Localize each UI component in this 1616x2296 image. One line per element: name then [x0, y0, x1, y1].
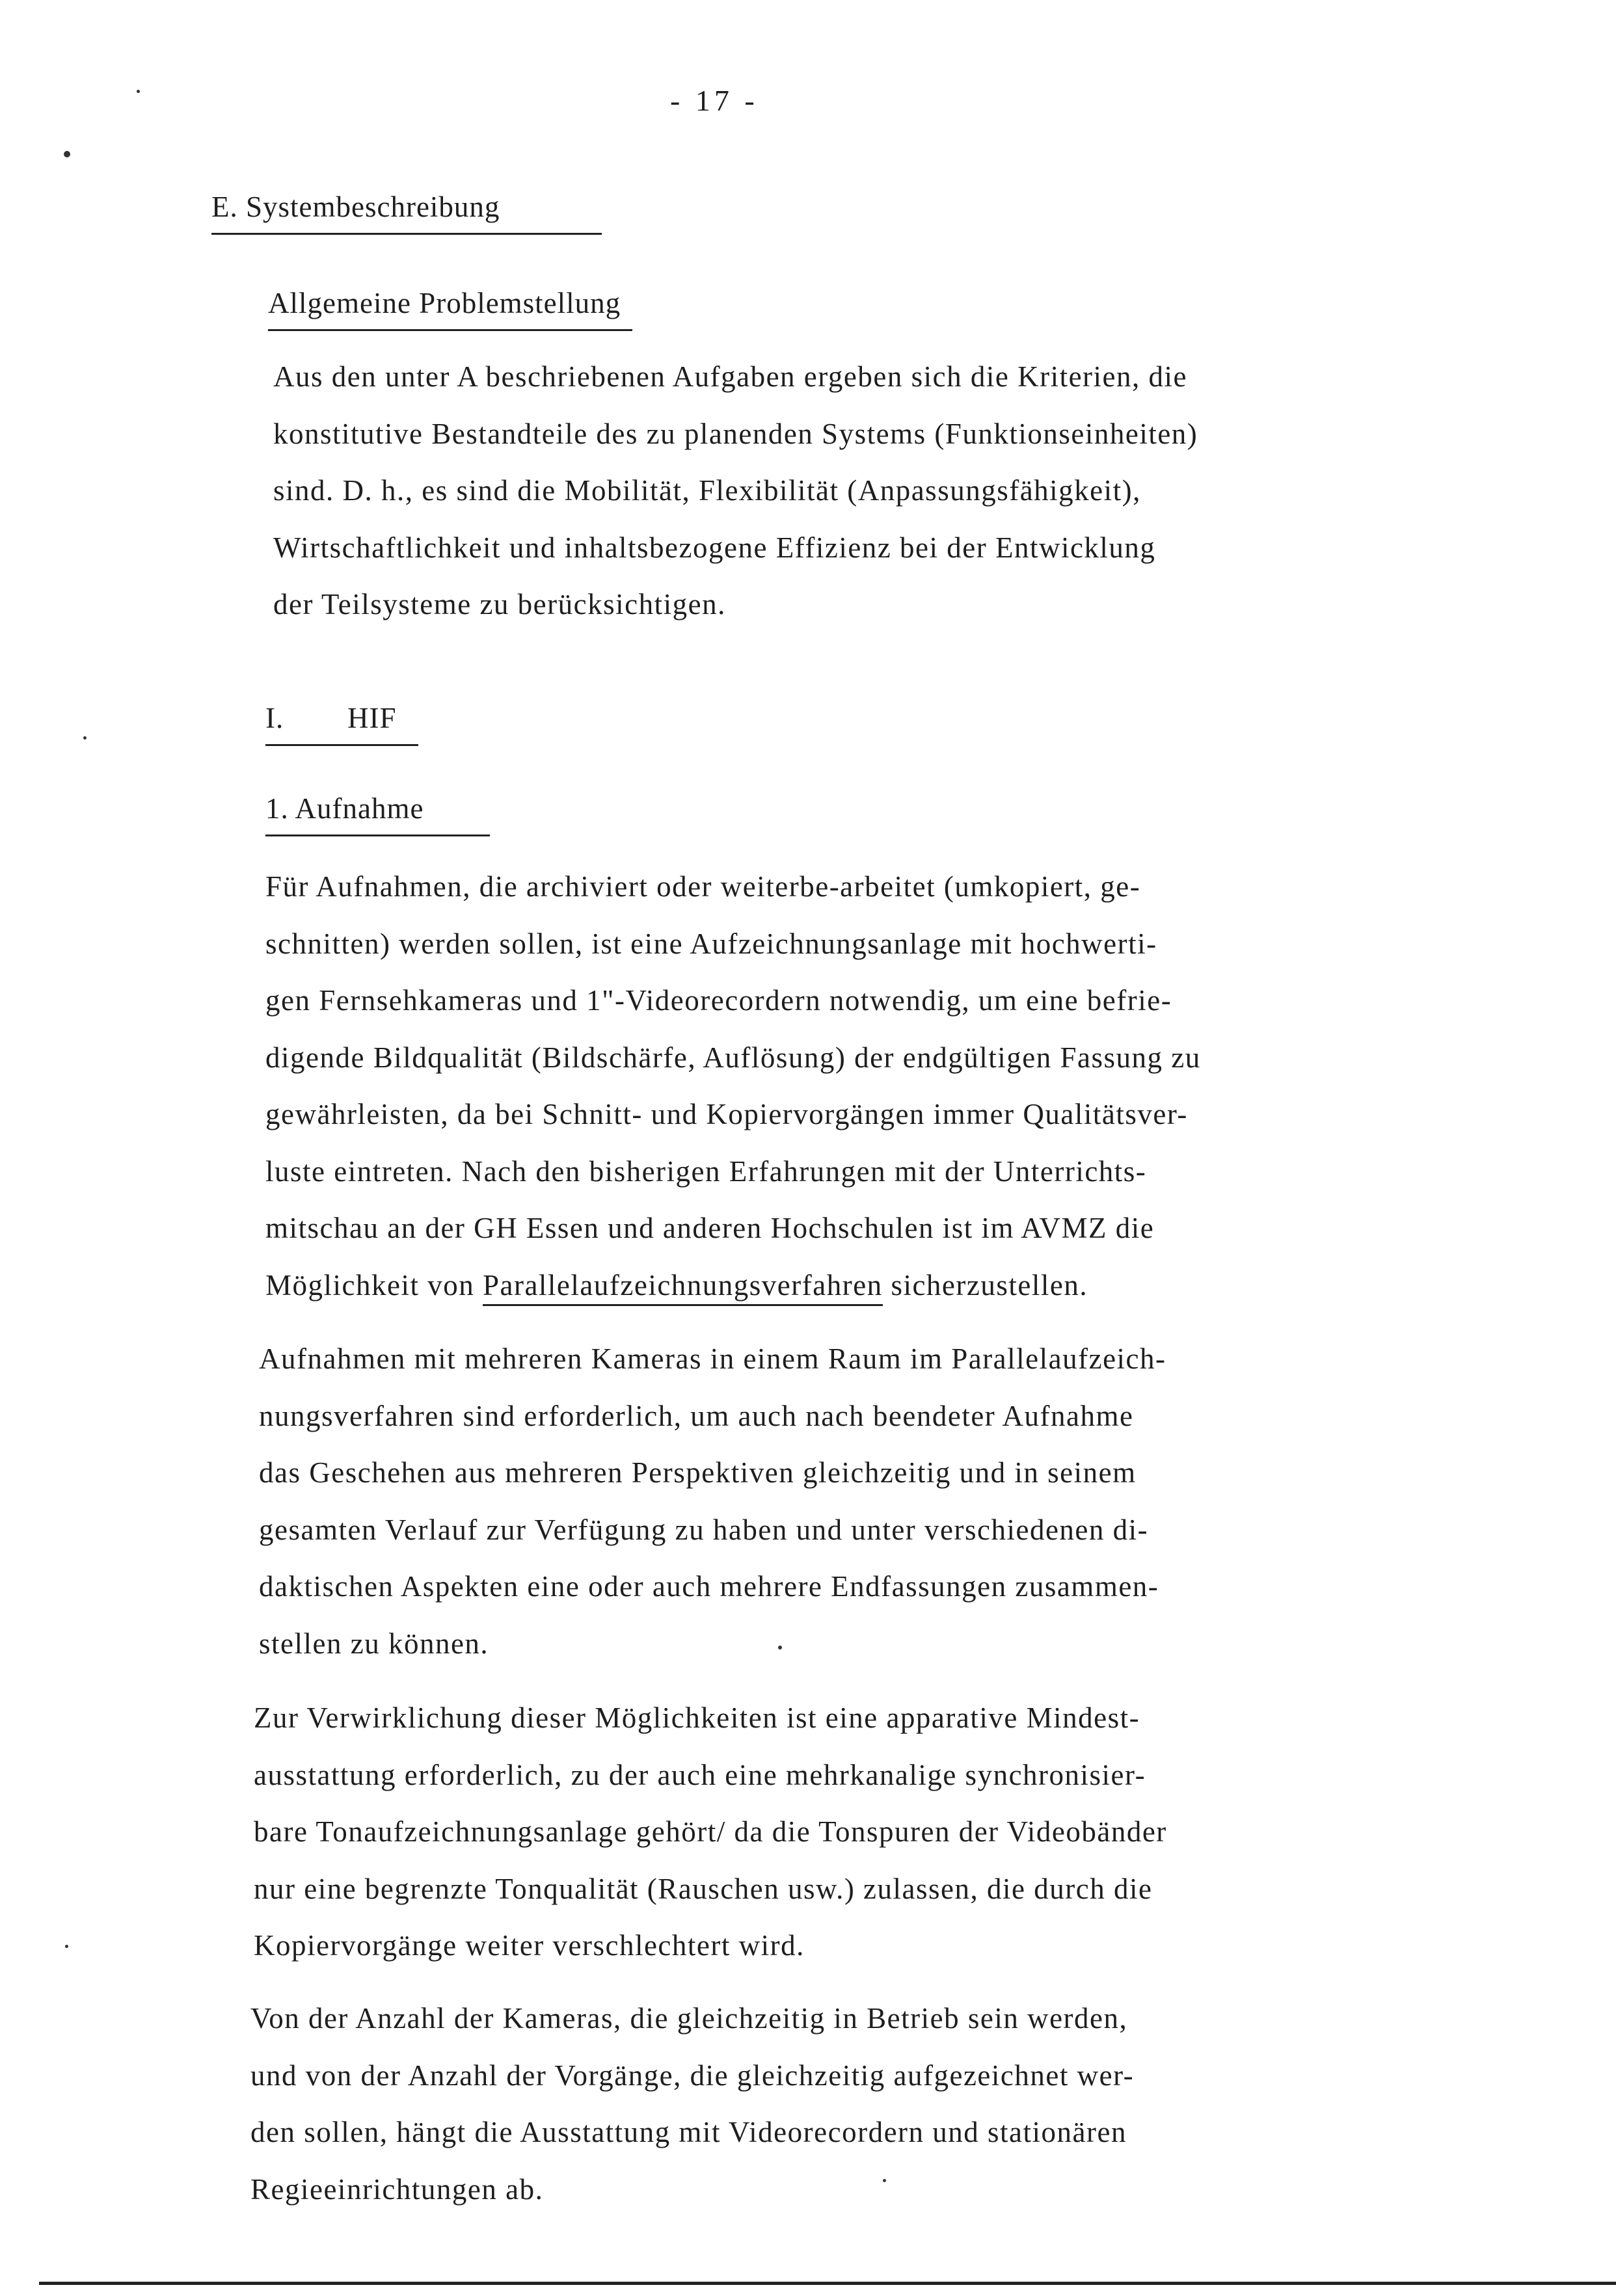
text-line: das Geschehen aus mehreren Perspektiven gleichzeitig und in seinem [259, 1456, 1137, 1489]
text-line-last [265, 1257, 1201, 1315]
text-line: Kopiervorgänge weiter verschlechtert wird. [254, 1929, 805, 1962]
scan-speck [65, 1945, 68, 1948]
text-line: daktischen Aspekten eine oder auch mehrere Endfassungen zusammen- [259, 1570, 1159, 1603]
text-line: und von der Anzahl der Vorgänge, die gleichzeitig aufgezeichnet wer- [250, 2059, 1135, 2092]
text-line: luste eintreten. Nach den bisherigen Erfahrungen mit der Unterrichts- [265, 1155, 1147, 1188]
text-line: gen Fernsehkameras und 1"-Videorecordern notwendig, um eine befrie- [265, 984, 1172, 1017]
paragraph-problem [273, 349, 1198, 634]
bottom-rule [39, 2282, 1616, 2285]
page-number: - 17 - [670, 84, 759, 117]
text-line: stellen zu können. [259, 1627, 489, 1660]
paragraph-aufnahme-1 [265, 859, 1201, 1314]
paragraph-aufnahme-3 [254, 1690, 1167, 1975]
text-line: Aus den unter A beschriebenen Aufgaben ergeben sich die Kriterien, die [273, 360, 1187, 393]
hif-title: HIF [347, 702, 397, 734]
scan-speck [64, 151, 70, 157]
text-line: nungsverfahren sind erforderlich, um auch nach beendeter Aufnahme [259, 1399, 1134, 1432]
text-line: Zur Verwirklichung dieser Möglichkeiten ist eine apparative Mindest- [254, 1702, 1140, 1734]
scan-speck [883, 2179, 886, 2182]
scan-speck [778, 1646, 782, 1649]
text-line: den sollen, hängt die Ausstattung mit Videorecordern und stationären [250, 2116, 1127, 2148]
text-line: mitschau an der GH Essen und anderen Hochschulen ist im AVMZ die [265, 1212, 1155, 1244]
text-after-term: sicherzustellen. [882, 1268, 1088, 1302]
text-line: gewährleisten, da bei Schnitt- und Kopiervorgängen immer Qualitätsver- [265, 1098, 1188, 1130]
section-heading-e: E. Systembeschreibung [211, 190, 602, 235]
text-line: bare Tonaufzeichnungsanlage gehört/ da die Tonspuren der Videobänder [254, 1815, 1167, 1848]
text-line: nur eine begrenzte Tonqualität (Rauschen usw.) zulassen, die durch die [254, 1872, 1153, 1905]
text-line: Von der Anzahl der Kameras, die gleichzeitig in Betrieb sein werden, [250, 2002, 1128, 2035]
text-line: Aufnahmen mit mehreren Kameras in einem Raum im Parallelaufzeich- [259, 1342, 1166, 1375]
text-line: Wirtschaftlichkeit und inhaltsbezogene Effizienz bei der Entwicklung [273, 531, 1156, 564]
scan-speck [83, 736, 87, 740]
text-line: digende Bildqualität (Bildschärfe, Auflösung) der endgültigen Fassung zu [265, 1041, 1201, 1074]
paragraph-aufnahme-4 [250, 1990, 1134, 2218]
text-line: konstitutive Bestandteile des zu planenden Systems (Funktionseinheiten) [273, 417, 1198, 450]
text-line: der Teilsysteme zu berücksichtigen. [273, 588, 726, 621]
text-line: gesamten Verlauf zur Verfügung zu haben und unter verschiedenen di- [259, 1513, 1149, 1546]
text-line: Regieeinrichtungen ab. [250, 2172, 544, 2206]
paragraph-aufnahme-2 [259, 1331, 1166, 1672]
subheading-problem: Allgemeine Problemstellung [268, 286, 632, 331]
subheading-aufnahme: 1. Aufnahme [265, 792, 490, 836]
subheading-hif [265, 701, 418, 746]
text-line: sind. D. h., es sind die Mobilität, Flexibilität (Anpassungsfähigkeit), [273, 474, 1141, 507]
text-line: ausstattung erforderlich, zu der auch eine mehrkanalige synchronisier- [254, 1758, 1146, 1791]
underlined-term: Parallelaufzeichnungsverfahren [483, 1269, 883, 1306]
hif-number: I. [265, 702, 284, 734]
text-line: schnitten) werden sollen, ist eine Aufzeichnungsanlage mit hochwerti- [265, 927, 1157, 960]
text-before-term: Möglichkeit von [265, 1268, 483, 1302]
scan-speck [137, 90, 140, 93]
text-line: Für Aufnahmen, die archiviert oder weiterbe-arbeitet (umkopiert, ge- [265, 870, 1141, 903]
